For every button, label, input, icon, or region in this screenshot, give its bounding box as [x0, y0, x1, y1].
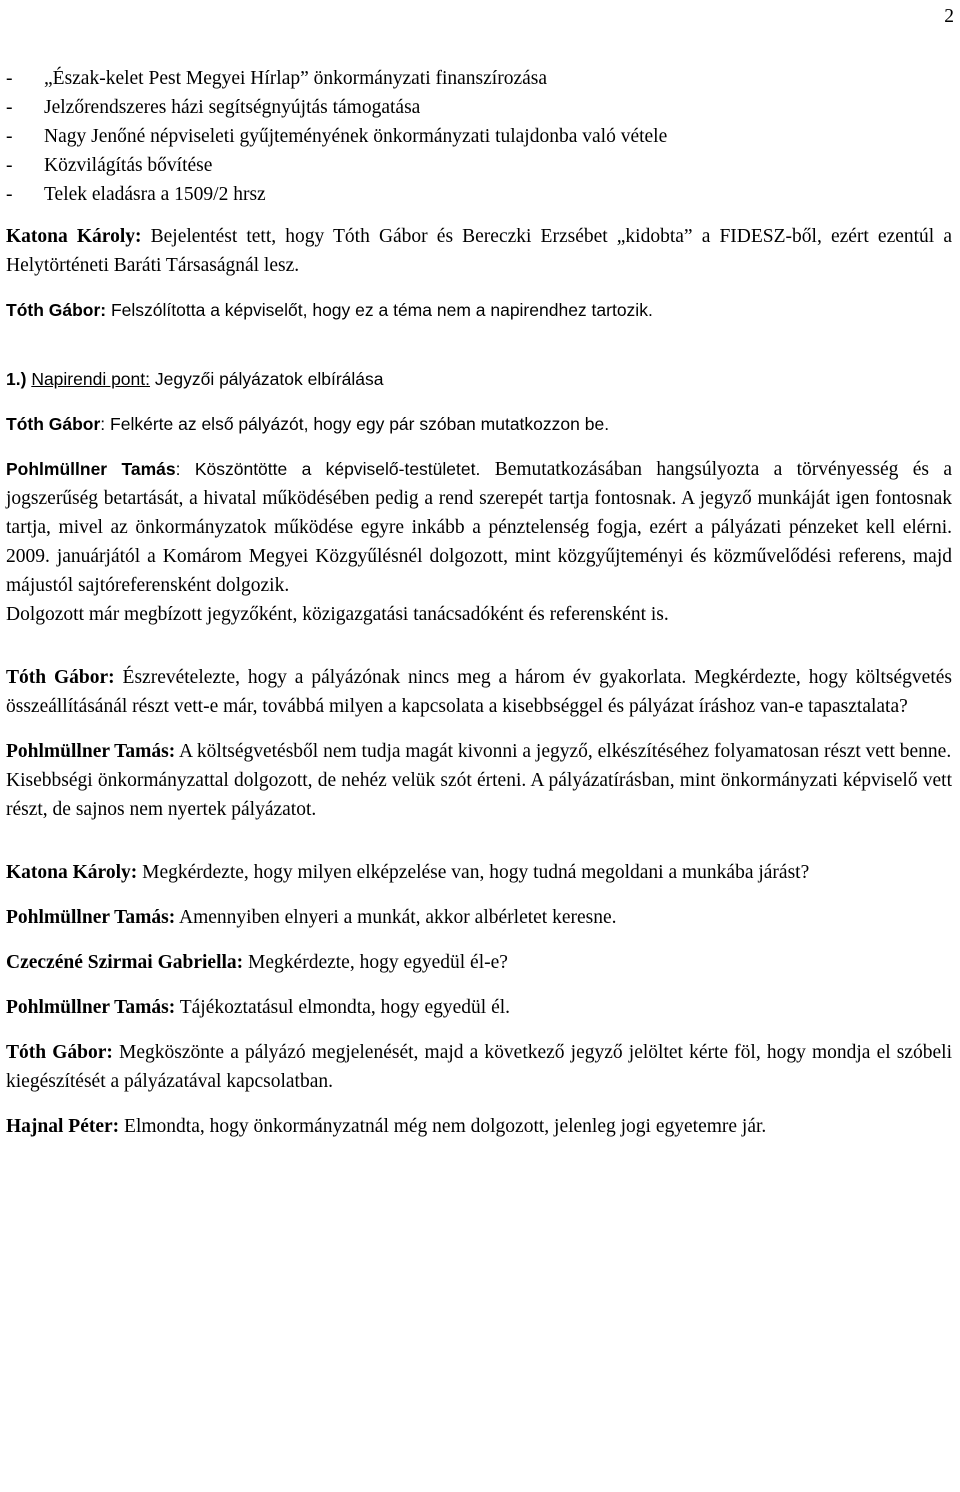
- paragraph-toth-4: Tóth Gábor: Megköszönte a pályázó megjelenését, majd a következő jegyző jelöltet kérte föl, hogy mondja el szóbeli kiegészítését a pályázatával kapcsolatban.: [6, 1042, 952, 1092]
- paragraph-pohlmullner-3: Pohlmüllner Tamás: Amennyiben elnyeri a munkát, akkor albérletet keresne.: [6, 907, 617, 928]
- speaker-name: Tóth Gábor:: [6, 300, 107, 320]
- paragraph-pohlmullner-4: Pohlmüllner Tamás: Tájékoztatásul elmondta, hogy egyedül él.: [6, 997, 511, 1018]
- paragraph-toth-3: Tóth Gábor: Észrevételezte, hogy a pályázónak nincs meg a három év gyakorlata. Megkérdezte, hogy költségvetés összeállításánál részt vett-e már, továbbá milyen a kapcsolata a kisebbséggel és pályázat íráshoz van-e tapasztalata?: [6, 667, 952, 717]
- speaker-name: Pohlmüllner Tamás:: [6, 741, 176, 762]
- page-number: 2: [944, 6, 954, 27]
- paragraph-pohlmullner-1: Pohlmüllner Tamás: Köszöntötte a képviselő-testületet. Bemutatkozásában hangsúlyozta a törvényesség és a jogszerűség betartását, a hivatal működésében pedig a rend szerepét tartja fontosnak. A jegyző munkáját igen fontosnak tartja, mivel az önkormányzatok működése egyre inkább a pénztelenség fogja, ezért a pályázati pénzeket kell elérni. 2009. januárjától a Komárom Megyei Közgyűlésnél dolgozott, mint közgyűjteményi és közművelődési referens, majd májustól sajtóreferensként dolgozik.: [6, 459, 952, 596]
- paragraph-toth-1: Tóth Gábor: Felszólította a képviselőt, hogy ez a téma nem a napirendhez tartozik.: [6, 300, 653, 320]
- agenda-heading: 1.) Napirendi pont: Jegyzői pályázatok elbírálása: [6, 369, 384, 389]
- speaker-name: Pohlmüllner Tamás:: [6, 907, 176, 928]
- list-item: - Telek eladásra a 1509/2 hrsz: [6, 184, 266, 205]
- paragraph-katona-2: Katona Károly: Megkérdezte, hogy milyen elképzelése van, hogy tudná megoldani a munkába járást?: [6, 862, 810, 883]
- paragraph-pohlmullner-2: Pohlmüllner Tamás: A költségvetésből nem tudja magát kivonni a jegyző, elkészítéséhez folyamatosan részt vett benne.: [6, 741, 952, 762]
- paragraph-toth-2: Tóth Gábor: Felkérte az első pályázót, hogy egy pár szóban mutatkozzon be.: [6, 414, 610, 434]
- paragraph-pohlmullner-2b: Kisebbségi önkormányzattal dolgozott, de nehéz velük szót érteni. A pályázatírásban, mint önkormányzati képviselő vett részt, de sajnos nem nyertek pályázatot.: [6, 770, 952, 820]
- paragraph-katona-1: Katona Károly: Bejelentést tett, hogy Tóth Gábor és Bereczki Erzsébet „kidobta” a FIDESZ-ből, ezért ezentúl a Helytörténeti Baráti Társaságnál lesz.: [6, 226, 952, 276]
- speaker-name: Katona Károly:: [6, 226, 142, 247]
- list-item: - Közvilágítás bővítése: [6, 155, 213, 176]
- speaker-name: Pohlmüllner Tamás:: [6, 997, 176, 1018]
- agenda-bullet-list: [6, 64, 952, 209]
- paragraph-czeczene: Czeczéné Szirmai Gabriella: Megkérdezte, hogy egyedül él-e?: [6, 952, 508, 973]
- agenda-number: 1.): [6, 369, 27, 389]
- speaker-name: Czeczéné Szirmai Gabriella:: [6, 952, 244, 973]
- speaker-name: Pohlmüllner Tamás: [6, 459, 176, 479]
- speaker-name: Hajnal Péter:: [6, 1116, 120, 1137]
- list-item: - Jelzőrendszeres házi segítségnyújtás támogatása: [6, 97, 421, 118]
- paragraph-pohlmullner-1b: Dolgozott már megbízott jegyzőként, közigazgatási tanácsadóként és referensként is.: [6, 604, 669, 625]
- list-item: - „Észak-kelet Pest Megyei Hírlap” önkormányzati finanszírozása: [6, 68, 548, 89]
- list-item: - Nagy Jenőné népviseleti gyűjteményének önkormányzati tulajdonba való vétele: [6, 126, 668, 147]
- speaker-name: Katona Károly:: [6, 862, 138, 883]
- agenda-label: Napirendi pont:: [31, 369, 151, 389]
- speaker-name: Tóth Gábor: [6, 414, 101, 434]
- paragraph-hajnal: Hajnal Péter: Elmondta, hogy önkormányzatnál még nem dolgozott, jelenleg jogi egyetemre jár.: [6, 1116, 767, 1137]
- speaker-name: Tóth Gábor:: [6, 667, 115, 688]
- speaker-name: Tóth Gábor:: [6, 1042, 113, 1063]
